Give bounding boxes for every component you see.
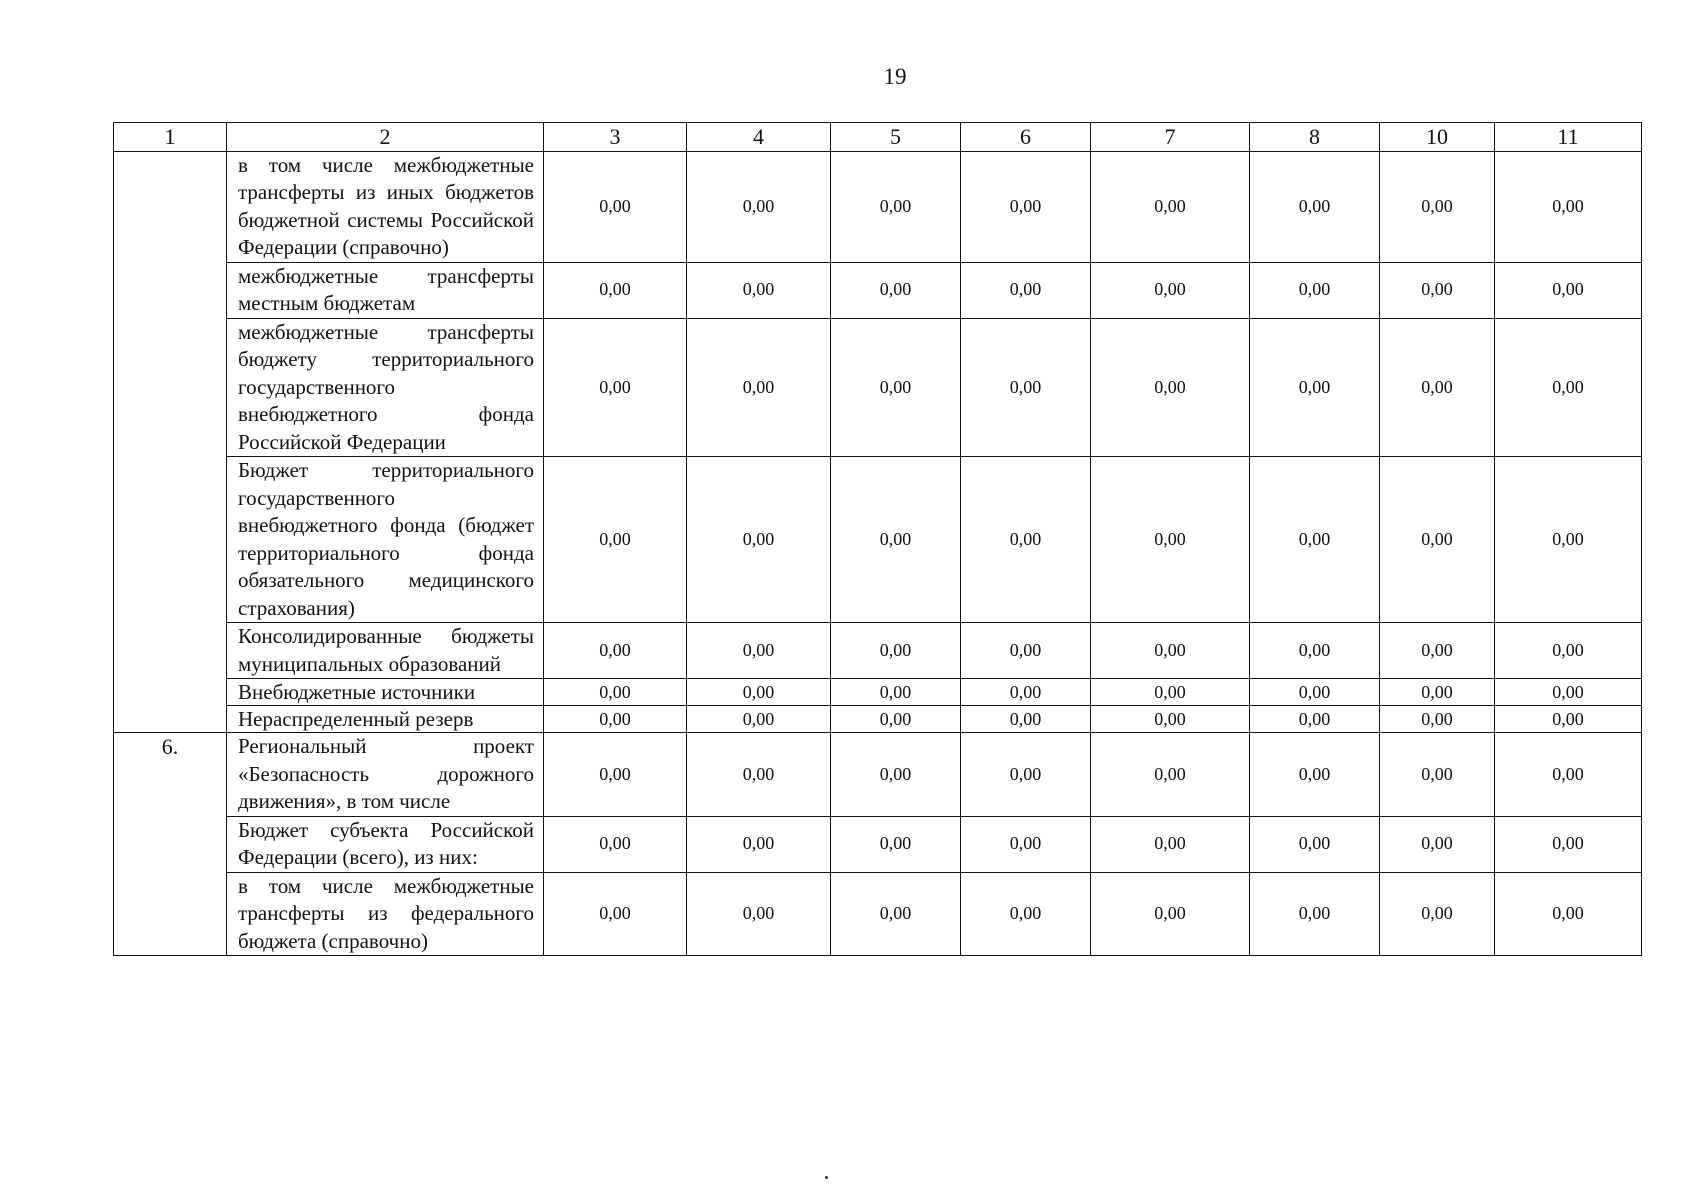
scan-dot xyxy=(825,1176,828,1179)
value-cell: 0,00 xyxy=(831,706,961,733)
table-row xyxy=(114,623,1642,679)
value-cell: 0,00 xyxy=(961,816,1091,872)
value-cell: 0,00 xyxy=(961,733,1091,817)
value-cell: 0,00 xyxy=(544,816,687,872)
column-header: 3 xyxy=(544,123,687,152)
value-cell: 0,00 xyxy=(961,623,1091,679)
table-row xyxy=(114,262,1642,318)
value-cell: 0,00 xyxy=(961,679,1091,706)
value-cell: 0,00 xyxy=(1091,733,1250,817)
value-cell: 0,00 xyxy=(1380,262,1495,318)
value-cell: 0,00 xyxy=(1250,457,1380,623)
table-row xyxy=(114,733,1642,817)
value-cell: 0,00 xyxy=(831,679,961,706)
column-header: 2 xyxy=(227,123,544,152)
value-cell: 0,00 xyxy=(687,623,831,679)
value-cell: 0,00 xyxy=(961,262,1091,318)
value-cell: 0,00 xyxy=(1091,262,1250,318)
row-description: Внебюджетные источники xyxy=(227,679,544,706)
table-row xyxy=(114,872,1642,956)
value-cell: 0,00 xyxy=(961,151,1091,262)
budget-table xyxy=(113,122,1642,956)
row-description: в том числе межбюджетные трансферты из федерального бюджета (справочно) xyxy=(227,872,544,956)
value-cell: 0,00 xyxy=(1380,457,1495,623)
value-cell: 0,00 xyxy=(831,318,961,457)
value-cell: 0,00 xyxy=(1250,816,1380,872)
value-cell: 0,00 xyxy=(544,318,687,457)
value-cell: 0,00 xyxy=(1380,872,1495,956)
value-cell: 0,00 xyxy=(687,706,831,733)
value-cell: 0,00 xyxy=(544,733,687,817)
value-cell: 0,00 xyxy=(544,457,687,623)
value-cell: 0,00 xyxy=(544,623,687,679)
value-cell: 0,00 xyxy=(544,262,687,318)
value-cell: 0,00 xyxy=(1091,872,1250,956)
column-header: 5 xyxy=(831,123,961,152)
value-cell: 0,00 xyxy=(1380,706,1495,733)
value-cell: 0,00 xyxy=(831,816,961,872)
table-row xyxy=(114,816,1642,872)
value-cell: 0,00 xyxy=(1250,733,1380,817)
value-cell: 0,00 xyxy=(687,151,831,262)
value-cell: 0,00 xyxy=(1495,706,1642,733)
table-row xyxy=(114,151,1642,262)
row-description: межбюджетные трансферты бюджету территориального государственного внебюджетного фонда Российской Федерации xyxy=(227,318,544,457)
value-cell: 0,00 xyxy=(831,151,961,262)
value-cell: 0,00 xyxy=(544,706,687,733)
value-cell: 0,00 xyxy=(1091,623,1250,679)
value-cell: 0,00 xyxy=(1250,262,1380,318)
value-cell: 0,00 xyxy=(1495,872,1642,956)
value-cell: 0,00 xyxy=(1495,679,1642,706)
row-description: Региональный проект «Безопасность дорожного движения», в том числе xyxy=(227,733,544,817)
value-cell: 0,00 xyxy=(544,679,687,706)
value-cell: 0,00 xyxy=(831,872,961,956)
value-cell: 0,00 xyxy=(1250,318,1380,457)
column-header: 7 xyxy=(1091,123,1250,152)
column-header: 1 xyxy=(114,123,227,152)
value-cell: 0,00 xyxy=(831,623,961,679)
row-index xyxy=(114,151,227,733)
column-header: 10 xyxy=(1380,123,1495,152)
value-cell: 0,00 xyxy=(687,733,831,817)
column-header: 8 xyxy=(1250,123,1380,152)
row-description: межбюджетные трансферты местным бюджетам xyxy=(227,262,544,318)
table-row xyxy=(114,457,1642,623)
value-cell: 0,00 xyxy=(1380,623,1495,679)
row-description: Бюджет субъекта Российской Федерации (всего), из них: xyxy=(227,816,544,872)
value-cell: 0,00 xyxy=(687,318,831,457)
value-cell: 0,00 xyxy=(961,872,1091,956)
value-cell: 0,00 xyxy=(687,679,831,706)
value-cell: 0,00 xyxy=(831,457,961,623)
value-cell: 0,00 xyxy=(1495,318,1642,457)
value-cell: 0,00 xyxy=(961,457,1091,623)
value-cell: 0,00 xyxy=(1380,318,1495,457)
value-cell: 0,00 xyxy=(1091,151,1250,262)
value-cell: 0,00 xyxy=(687,872,831,956)
value-cell: 0,00 xyxy=(1250,623,1380,679)
column-header: 6 xyxy=(961,123,1091,152)
value-cell: 0,00 xyxy=(687,816,831,872)
value-cell: 0,00 xyxy=(1380,733,1495,817)
value-cell: 0,00 xyxy=(687,457,831,623)
value-cell: 0,00 xyxy=(1250,151,1380,262)
column-header: 4 xyxy=(687,123,831,152)
column-header: 11 xyxy=(1495,123,1642,152)
value-cell: 0,00 xyxy=(1250,872,1380,956)
value-cell: 0,00 xyxy=(1495,262,1642,318)
row-description: Консолидированные бюджеты муниципальных образований xyxy=(227,623,544,679)
value-cell: 0,00 xyxy=(687,262,831,318)
row-description: Бюджет территориального государственного внебюджетного фонда (бюджет территориального фонда обязательного медицинского страхования) xyxy=(227,457,544,623)
value-cell: 0,00 xyxy=(1495,151,1642,262)
value-cell: 0,00 xyxy=(1091,679,1250,706)
value-cell: 0,00 xyxy=(1250,706,1380,733)
value-cell: 0,00 xyxy=(1091,706,1250,733)
value-cell: 0,00 xyxy=(1495,733,1642,817)
value-cell: 0,00 xyxy=(544,151,687,262)
value-cell: 0,00 xyxy=(1091,816,1250,872)
header-row xyxy=(114,123,1642,152)
value-cell: 0,00 xyxy=(1380,151,1495,262)
row-description: Нераспределенный резерв xyxy=(227,706,544,733)
value-cell: 0,00 xyxy=(1495,816,1642,872)
value-cell: 0,00 xyxy=(1495,457,1642,623)
value-cell: 0,00 xyxy=(1380,816,1495,872)
row-index: 6. xyxy=(114,733,227,956)
row-description: в том числе межбюджетные трансферты из иных бюджетов бюджетной системы Российской Федерации (справочно) xyxy=(227,151,544,262)
table-row xyxy=(114,318,1642,457)
value-cell: 0,00 xyxy=(544,872,687,956)
value-cell: 0,00 xyxy=(961,706,1091,733)
value-cell: 0,00 xyxy=(1091,457,1250,623)
value-cell: 0,00 xyxy=(1250,679,1380,706)
value-cell: 0,00 xyxy=(831,733,961,817)
value-cell: 0,00 xyxy=(1091,318,1250,457)
value-cell: 0,00 xyxy=(961,318,1091,457)
value-cell: 0,00 xyxy=(831,262,961,318)
value-cell: 0,00 xyxy=(1380,679,1495,706)
table-row xyxy=(114,706,1642,733)
page-number: 19 xyxy=(883,64,907,89)
table-row xyxy=(114,679,1642,706)
value-cell: 0,00 xyxy=(1495,623,1642,679)
